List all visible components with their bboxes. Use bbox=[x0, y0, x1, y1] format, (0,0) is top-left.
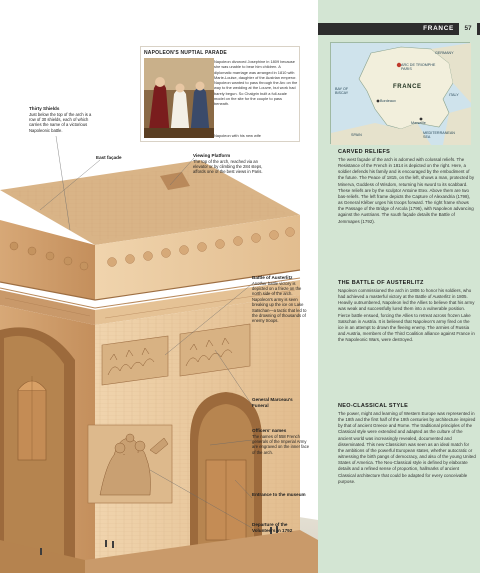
label-officers-names bbox=[252, 428, 310, 455]
label-title: Officers' names bbox=[252, 428, 287, 433]
label-east-facade bbox=[96, 155, 146, 161]
label-title: Battle of Austerlitz bbox=[252, 275, 293, 280]
map-country-label: FRANCE bbox=[393, 84, 422, 90]
map-label: MEDITERRANEAN SEA bbox=[423, 131, 455, 140]
label-marceau-funeral bbox=[252, 397, 310, 408]
section-heading: NEO-CLASSICAL STYLE bbox=[338, 403, 409, 409]
country-label: FRANCE bbox=[423, 25, 454, 32]
label-departure-volunteers bbox=[252, 522, 310, 533]
label-thirty-shields bbox=[29, 106, 99, 133]
label-text: The top of the arch, reached via an elevator or by climbing the 284 steps, affords one of the best views in Paris. bbox=[193, 158, 263, 175]
sidebar-panel bbox=[318, 0, 480, 573]
page-number: 57 bbox=[459, 23, 477, 35]
section-text: The power, might and learning of Western Europe was represented in the 18th and the first half of the 19th centuries by architecture inspired by that of ancient Greece and Rome. The traditional principles of the Classical style were extended and adapted as the culture of the ancient world was increasingly revealed, documented and disseminated. This new Classicism was seen as an ideal match for the ambitions of the powerful European states, whether autocratic or witnessing the birth pangs of democracy, and also of the young United States of America. The Neo-Classical style is defined by elaborate details and a refined sense of proportion, hallmarks of ancient Classical architecture that could be adapted for every conceivable purpose. bbox=[338, 411, 476, 484]
label-title: Entrance to the museum bbox=[252, 492, 306, 497]
label-battle-austerlitz bbox=[252, 275, 310, 324]
label-text: The names of 558 French generals of the Imperial Army are engraved on the inner face of the arch. bbox=[252, 433, 310, 455]
map-label: ARC DE TRIOMPHE PARIS bbox=[401, 63, 436, 72]
label-entrance-museum bbox=[252, 492, 310, 498]
running-header bbox=[318, 23, 480, 35]
section-text: The west façade of the arch is adorned with colossal reliefs. The Resistance of the French in 1814 is depicted on the right. Here, a soldier defends his family and is encouraged by the embodiment of the future. The Peace of 1815, on the left, shows a man, protected by Minerva, Goddess of Wisdom, returning his sword to its scabbard. These reliefs are by the sculptor Antoine Etex. Above them are two bas-reliefs. The left frame depicts the Capture of Alexandria (1798), as General Kléber urges his troops forward. The right frame shows the Passage of the Bridge of Arcola (1796), with Napoleon advancing against the Austrians. The south façade details the Battle of Jemmapes (1792). bbox=[338, 157, 475, 224]
label-text: Just below the top of the arch is a row of 30 shields, each of which carries the name of a victorious Napoleonic battle. bbox=[29, 111, 92, 133]
nuptial-parade-inset bbox=[140, 46, 300, 142]
label-viewing-platform bbox=[193, 153, 273, 175]
map-label: Bordeaux bbox=[380, 99, 396, 103]
section-text: Napoleon commissioned the arch in 1806 to honor his soldiers, who had achieved a masterful victory at the Battle of Austerlitz in 1805. Heavily outnumbered, Napoleon led the Allies to believe that his army was weak and successfully lured them into a vulnerable position. Fierce battle ensued, forcing the Allies to retreat across frozen Lake Satschan in Austria. It is believed that Napoleon's army fired on the ice in an attempt to drown the fleeing enemy. The armies of Russia and Austria, members of the Third Coalition alliance against France in the Napoleonic Wars, were destroyed. bbox=[338, 288, 475, 343]
inset-body-text: Napoleon divorced Josephine in 1809 because she was unable to bear him children. A diplomatic marriage was arranged in 1810 with Marie-Louise, daughter of the Austrian emperor. Napoleon wanted to pass through the Arc on the way to the wedding at the Louvre, but work had barely begun. So Chalgrin built a full-scale model on the site for the couple to pass beneath. bbox=[214, 59, 298, 106]
map-label: Marseille bbox=[411, 121, 426, 125]
inset-caption: Napoleon with his new wife bbox=[214, 133, 261, 138]
label-title: Viewing Platform bbox=[193, 153, 231, 158]
map-label: GERMANY bbox=[435, 51, 454, 55]
map-label: BAY OF BISCAY bbox=[335, 87, 349, 96]
section-heading: THE BATTLE OF AUSTERLITZ bbox=[338, 280, 424, 286]
sculpture-group bbox=[88, 425, 172, 503]
inset-title: NAPOLEON'S NUPTIAL PARADE bbox=[144, 50, 227, 56]
label-title: East façade bbox=[96, 155, 122, 160]
map-label: ITALY bbox=[449, 93, 459, 97]
label-title: General Marceau's Funeral bbox=[252, 397, 293, 408]
section-neo-classical bbox=[338, 403, 476, 485]
label-text: Another battle victory is depicted on a frieze on the north side of the arch. Napoleon's army is seen breaking up the ice on Lake Satschan—a tactic that led to the drowning of thousands of enemy troops. bbox=[252, 280, 307, 324]
section-carved-reliefs bbox=[338, 149, 476, 225]
map-label: SPAIN bbox=[351, 133, 362, 137]
nuptial-painting bbox=[144, 58, 214, 138]
label-title: Thirty Shields bbox=[29, 106, 60, 111]
locator-map bbox=[330, 42, 470, 144]
label-title: Departure of the Volunteers in 1792 bbox=[252, 522, 293, 533]
section-battle-austerlitz bbox=[338, 280, 476, 343]
section-heading: CARVED RELIEFS bbox=[338, 149, 391, 155]
